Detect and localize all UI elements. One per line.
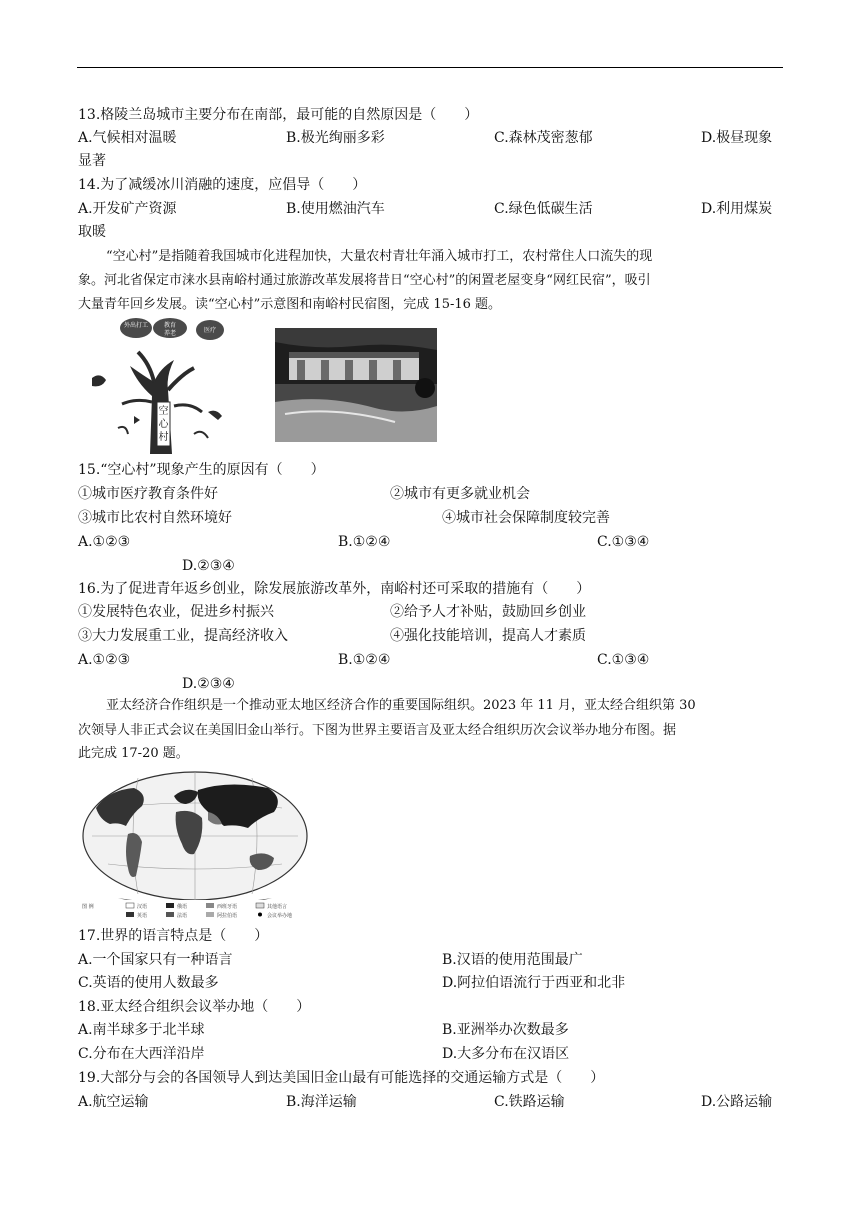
q16-item-4: ④强化技能培训，提高人才素质 bbox=[390, 628, 586, 644]
legend-swatch bbox=[206, 912, 214, 917]
q16-option-b[interactable]: B.①②④ bbox=[338, 652, 391, 668]
q16-item-3: ③大力发展重工业，提高经济收入 bbox=[78, 628, 288, 644]
q18-option-d[interactable]: D.大多分布在汉语区 bbox=[442, 1046, 570, 1062]
q16-option-a[interactable]: A.①②③ bbox=[78, 652, 131, 668]
legend-swatch bbox=[206, 903, 214, 908]
q13-option-c[interactable]: C.森林茂密葱郁 bbox=[494, 130, 593, 146]
q16-item-2: ②给予人才补贴，鼓励回乡创业 bbox=[390, 604, 586, 620]
passage2-line: 次领导人非正式会议在美国旧金山举行。下图为世界主要语言及亚太经合组织历次会议举办地分布图。据 bbox=[78, 723, 677, 738]
legend-title: 图 例 bbox=[82, 904, 94, 910]
legend-label: 汉语 bbox=[137, 904, 148, 910]
legend-label: 阿拉伯语 bbox=[217, 913, 238, 919]
q17-option-c[interactable]: C.英语的使用人数最多 bbox=[78, 975, 219, 991]
q19-option-b[interactable]: B.海洋运输 bbox=[286, 1094, 357, 1110]
q13-option-b[interactable]: B.极光绚丽多彩 bbox=[286, 130, 385, 146]
q15-stem: 15.“空心村”现象产生的原因有（ ） bbox=[78, 462, 325, 478]
q16-option-d[interactable]: D.②③④ bbox=[182, 676, 235, 692]
hollow-village-tree-figure bbox=[78, 316, 230, 454]
q13-option-d-wrap: 显著 bbox=[78, 153, 106, 169]
homestay-photo bbox=[275, 328, 437, 442]
passage2-line: 亚太经济合作组织是一个推动亚太地区经济合作的重要国际组织。2023 年 11 月，亚太经合组织第 30 bbox=[106, 698, 696, 713]
bubble-label: 医疗 bbox=[203, 327, 217, 334]
q15-item-2: ②城市有更多就业机会 bbox=[390, 486, 530, 502]
trunk-char: 空 bbox=[158, 406, 169, 417]
trunk-char: 村 bbox=[158, 432, 169, 443]
q13-option-a[interactable]: A.气候相对温暖 bbox=[78, 130, 177, 146]
q15-option-b[interactable]: B.①②④ bbox=[338, 534, 391, 550]
legend-label: 法语 bbox=[177, 913, 188, 919]
bubble-label: 养老 bbox=[163, 330, 177, 337]
q16-item-1: ①发展特色农业，促进乡村振兴 bbox=[78, 604, 274, 620]
bubble-label: 教育 bbox=[163, 322, 177, 329]
q17-option-b[interactable]: B.汉语的使用范围最广 bbox=[442, 952, 583, 968]
legend-swatch bbox=[256, 903, 264, 908]
passage1-line: “空心村”是指随着我国城市化进程加快，大量农村青壮年涌入城市打工，农村常住人口流失的现 bbox=[106, 249, 653, 264]
q14-stem: 14.为了减缓冰川消融的速度，应倡导（ ） bbox=[78, 177, 367, 193]
legend-label: 会议举办地 bbox=[267, 913, 293, 919]
q15-item-1: ①城市医疗教育条件好 bbox=[78, 486, 218, 502]
q16-stem: 16.为了促进青年返乡创业，除发展旅游改革外，南峪村还可采取的措施有（ ） bbox=[78, 581, 591, 597]
q18-option-a[interactable]: A.南半球多于北半球 bbox=[78, 1022, 205, 1038]
trunk-char: 心 bbox=[158, 419, 169, 430]
q19-option-d[interactable]: D.公路运输 bbox=[701, 1094, 773, 1110]
q13-option-d[interactable]: D.极昼现象 bbox=[701, 130, 773, 146]
q18-option-b[interactable]: B.亚洲举办次数最多 bbox=[442, 1022, 569, 1038]
passage1-line: 象。河北省保定市涞水县南峪村通过旅游改革发展将昔日“空心村”的闲置老屋变身“网红民宿”，吸引 bbox=[78, 273, 651, 288]
legend-swatch bbox=[166, 903, 174, 908]
q18-stem: 18.亚太经合组织会议举办地（ ） bbox=[78, 999, 311, 1015]
q15-item-4: ④城市社会保障制度较完善 bbox=[442, 510, 610, 526]
legend-marker bbox=[258, 913, 262, 917]
legend-label: 英语 bbox=[137, 913, 148, 919]
q14-option-a[interactable]: A.开发矿产资源 bbox=[78, 201, 177, 217]
q13-stem: 13.格陵兰岛城市主要分布在南部，最可能的自然原因是（ ） bbox=[78, 107, 479, 123]
passage2-line: 此完成 17-20 题。 bbox=[78, 746, 189, 761]
world-language-map bbox=[78, 768, 312, 920]
q16-option-c[interactable]: C.①③④ bbox=[597, 652, 650, 668]
q15-option-a[interactable]: A.①②③ bbox=[78, 534, 131, 550]
q15-option-c[interactable]: C.①③④ bbox=[597, 534, 650, 550]
q14-option-d[interactable]: D.利用煤炭 bbox=[701, 201, 773, 217]
q14-option-d-wrap: 取暖 bbox=[78, 224, 106, 240]
header-rule bbox=[77, 67, 783, 68]
q19-stem: 19.大部分与会的各国领导人到达美国旧金山最有可能选择的交通运输方式是（ ） bbox=[78, 1070, 605, 1086]
legend-swatch bbox=[126, 903, 134, 908]
legend-label: 其他语言 bbox=[267, 904, 288, 910]
legend-swatch bbox=[126, 912, 134, 917]
legend-label: 西班牙语 bbox=[217, 904, 238, 910]
q18-option-c[interactable]: C.分布在大西洋沿岸 bbox=[78, 1046, 205, 1062]
legend-label: 俄语 bbox=[177, 904, 188, 910]
q15-item-3: ③城市比农村自然环境好 bbox=[78, 510, 232, 526]
legend-swatch bbox=[166, 912, 174, 917]
bubble-label: 外出打工 bbox=[123, 322, 149, 329]
q17-option-a[interactable]: A.一个国家只有一种语言 bbox=[78, 952, 233, 968]
q17-option-d[interactable]: D.阿拉伯语流行于西亚和北非 bbox=[442, 975, 626, 991]
q19-option-a[interactable]: A.航空运输 bbox=[78, 1094, 149, 1110]
passage1-line: 大量青年回乡发展。读“空心村”示意图和南峪村民宿图，完成 15-16 题。 bbox=[78, 297, 502, 312]
q14-option-c[interactable]: C.绿色低碳生活 bbox=[494, 201, 593, 217]
q15-option-d[interactable]: D.②③④ bbox=[182, 558, 235, 574]
q14-option-b[interactable]: B.使用燃油汽车 bbox=[286, 201, 385, 217]
q19-option-c[interactable]: C.铁路运输 bbox=[494, 1094, 565, 1110]
q17-stem: 17.世界的语言特点是（ ） bbox=[78, 928, 269, 944]
